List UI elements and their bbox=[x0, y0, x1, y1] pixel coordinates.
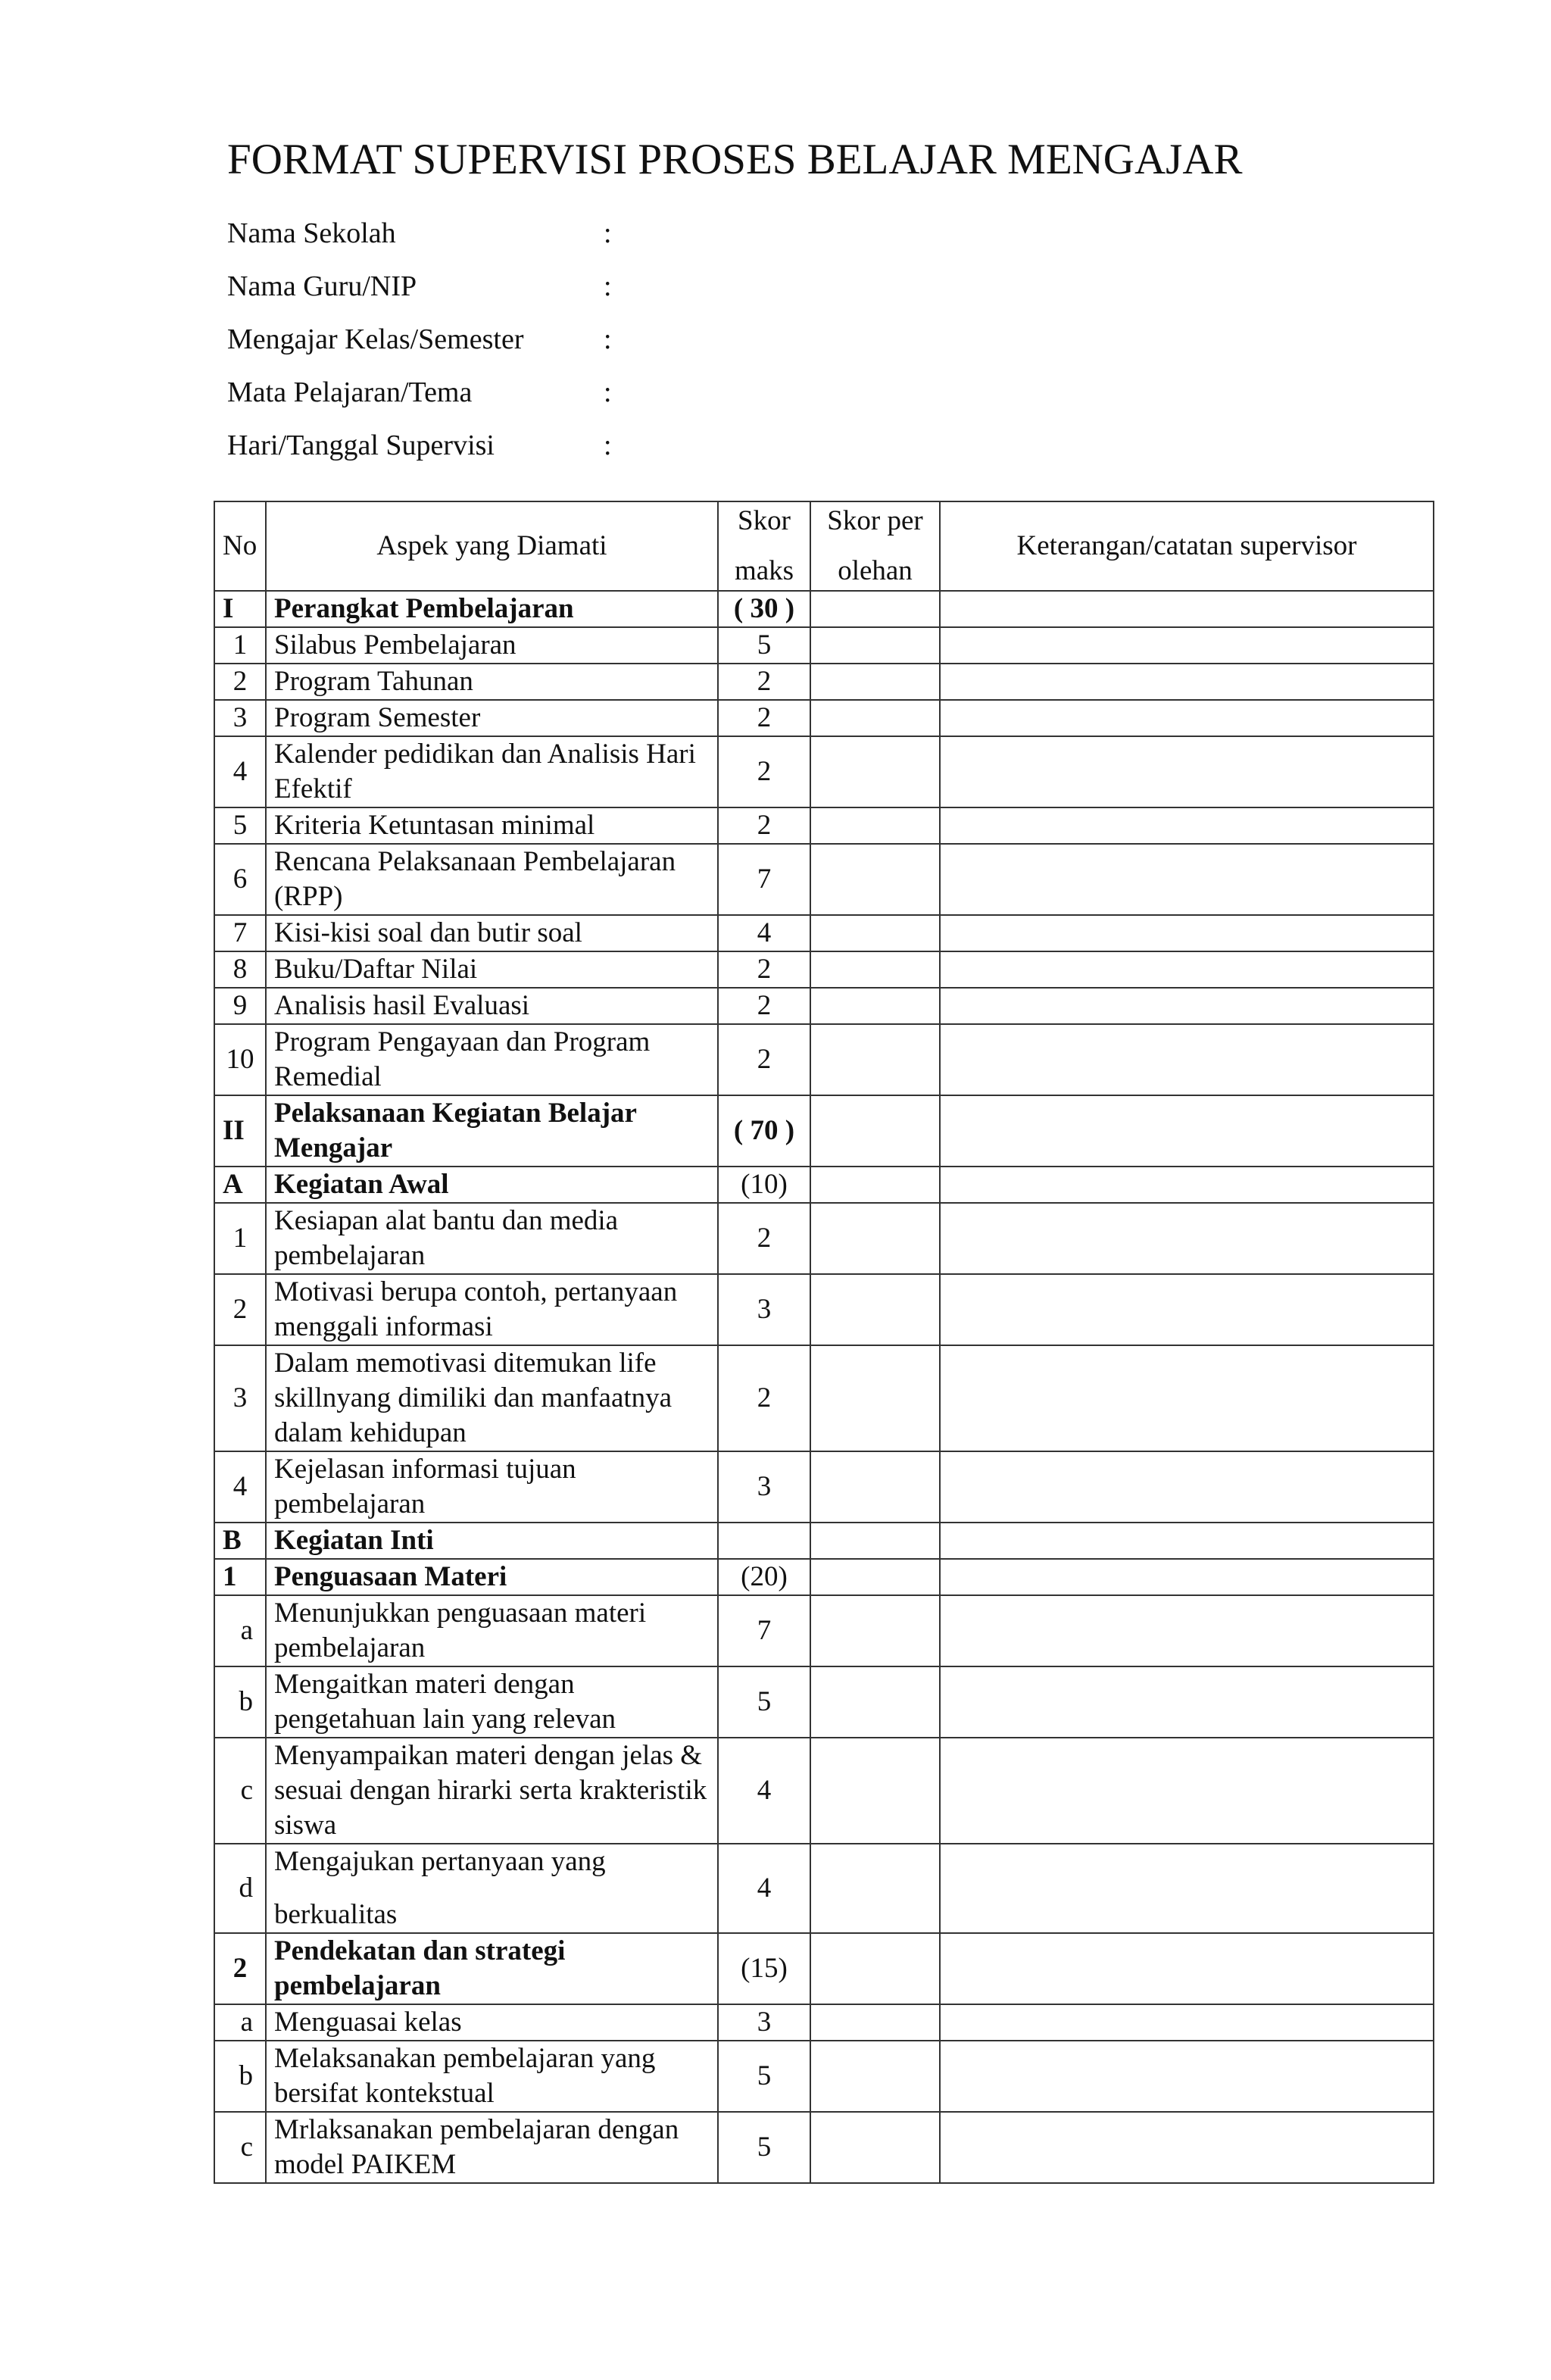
table-row bbox=[214, 1666, 1434, 1738]
cell-skor-maks: 2 bbox=[718, 988, 810, 1024]
cell-keterangan[interactable] bbox=[940, 1274, 1434, 1345]
cell-keterangan[interactable] bbox=[940, 1024, 1434, 1095]
cell-skor-maks: (20) bbox=[718, 1559, 810, 1595]
cell-no: a bbox=[214, 1595, 266, 1666]
cell-no: b bbox=[214, 2041, 266, 2112]
cell-aspek: Kalender pedidikan dan Analisis Hari Efektif bbox=[266, 736, 718, 807]
field-colon: : bbox=[604, 429, 612, 461]
cell-keterangan[interactable] bbox=[940, 1167, 1434, 1203]
cell-skor-maks bbox=[718, 1523, 810, 1559]
cell-no: 1 bbox=[214, 627, 266, 664]
table-row bbox=[214, 1095, 1434, 1167]
cell-no: 3 bbox=[214, 1345, 266, 1451]
cell-aspek: Menyampaikan materi dengan jelas & sesuai dengan hirarki serta krakteristik siswa bbox=[266, 1738, 718, 1844]
cell-skor-perolehan[interactable] bbox=[810, 1451, 940, 1523]
cell-skor-perolehan[interactable] bbox=[810, 1738, 940, 1844]
cell-no: 3 bbox=[214, 700, 266, 736]
cell-skor-perolehan[interactable] bbox=[810, 1933, 940, 2004]
cell-skor-maks: 5 bbox=[718, 627, 810, 664]
cell-aspek bbox=[266, 1844, 718, 1933]
cell-aspek: Motivasi berupa contoh, pertanyaan menggali informasi bbox=[266, 1274, 718, 1345]
field-colon: : bbox=[604, 376, 612, 408]
cell-no: 9 bbox=[214, 988, 266, 1024]
cell-keterangan[interactable] bbox=[940, 1095, 1434, 1167]
table-row bbox=[214, 807, 1434, 844]
cell-keterangan[interactable] bbox=[940, 627, 1434, 664]
cell-keterangan[interactable] bbox=[940, 844, 1434, 915]
cell-skor-perolehan[interactable] bbox=[810, 2041, 940, 2112]
cell-no: II bbox=[214, 1095, 266, 1167]
supervision-table bbox=[214, 501, 1434, 2184]
cell-aspek: Mrlaksanakan pembelajaran dengan model PAIKEM bbox=[266, 2112, 718, 2183]
cell-no: 4 bbox=[214, 736, 266, 807]
cell-no: I bbox=[214, 591, 266, 627]
table-row bbox=[214, 2004, 1434, 2041]
header-skor-per-line1: Skor per bbox=[827, 505, 923, 536]
cell-aspek: Program Pengayaan dan Program Remedial bbox=[266, 1024, 718, 1095]
table-row bbox=[214, 1559, 1434, 1595]
cell-no: d bbox=[214, 1844, 266, 1933]
table-row bbox=[214, 2041, 1434, 2112]
field-label: Nama Sekolah bbox=[227, 217, 396, 249]
cell-aspek: Penguasaan Materi bbox=[266, 1559, 718, 1595]
cell-keterangan[interactable] bbox=[940, 2004, 1434, 2041]
cell-aspek: Perangkat Pembelajaran bbox=[266, 591, 718, 627]
cell-aspek: Silabus Pembelajaran bbox=[266, 627, 718, 664]
cell-keterangan[interactable] bbox=[940, 2041, 1434, 2112]
header-skor-maks bbox=[718, 501, 810, 591]
cell-aspek: Mengaitkan materi dengan pengetahuan lain yang relevan bbox=[266, 1666, 718, 1738]
cell-no: 2 bbox=[214, 1933, 266, 2004]
cell-aspek: Menunjukkan penguasaan materi pembelajaran bbox=[266, 1595, 718, 1666]
cell-keterangan[interactable] bbox=[940, 1595, 1434, 1666]
cell-no: 7 bbox=[214, 915, 266, 951]
cell-skor-maks: 5 bbox=[718, 1666, 810, 1738]
cell-skor-perolehan[interactable] bbox=[810, 736, 940, 807]
cell-keterangan[interactable] bbox=[940, 951, 1434, 988]
cell-no: 4 bbox=[214, 1451, 266, 1523]
cell-skor-maks: (10) bbox=[718, 1167, 810, 1203]
cell-keterangan[interactable] bbox=[940, 1203, 1434, 1274]
header-no: No bbox=[214, 501, 266, 591]
field-colon: : bbox=[604, 217, 612, 249]
cell-aspek-line2: berkualitas bbox=[274, 1899, 398, 1930]
cell-skor-maks: 3 bbox=[718, 1274, 810, 1345]
cell-skor-perolehan[interactable] bbox=[810, 2004, 940, 2041]
cell-aspek-line1: Mengajukan pertanyaan yang bbox=[274, 1846, 606, 1877]
cell-skor-maks: 2 bbox=[718, 1024, 810, 1095]
cell-keterangan[interactable] bbox=[940, 1666, 1434, 1738]
cell-no: B bbox=[214, 1523, 266, 1559]
table-row bbox=[214, 915, 1434, 951]
cell-aspek: Kisi-kisi soal dan butir soal bbox=[266, 915, 718, 951]
table-row bbox=[214, 844, 1434, 915]
cell-keterangan[interactable] bbox=[940, 807, 1434, 844]
cell-skor-perolehan[interactable] bbox=[810, 807, 940, 844]
table-row bbox=[214, 1167, 1434, 1203]
cell-skor-maks: ( 70 ) bbox=[718, 1095, 810, 1167]
cell-no: 1 bbox=[214, 1559, 266, 1595]
cell-keterangan[interactable] bbox=[940, 2112, 1434, 2183]
cell-aspek: Program Semester bbox=[266, 700, 718, 736]
table-row bbox=[214, 951, 1434, 988]
cell-skor-perolehan[interactable] bbox=[810, 664, 940, 700]
table-row bbox=[214, 1595, 1434, 1666]
field-colon: : bbox=[604, 323, 612, 355]
cell-skor-maks: 7 bbox=[718, 1595, 810, 1666]
cell-aspek: Kegiatan Inti bbox=[266, 1523, 718, 1559]
table-header-row bbox=[214, 501, 1434, 591]
cell-skor-perolehan[interactable] bbox=[810, 844, 940, 915]
cell-skor-perolehan[interactable] bbox=[810, 1523, 940, 1559]
cell-skor-perolehan[interactable] bbox=[810, 1274, 940, 1345]
table-row bbox=[214, 700, 1434, 736]
cell-skor-perolehan[interactable] bbox=[810, 591, 940, 627]
cell-skor-perolehan[interactable] bbox=[810, 627, 940, 664]
cell-no: 10 bbox=[214, 1024, 266, 1095]
cell-no: c bbox=[214, 1738, 266, 1844]
cell-aspek: Dalam memotivasi ditemukan life skillnyang dimiliki dan manfaatnya dalam kehidupan bbox=[266, 1345, 718, 1451]
cell-aspek: Analisis hasil Evaluasi bbox=[266, 988, 718, 1024]
header-skor-maks-line2: maks bbox=[734, 555, 794, 586]
cell-aspek: Buku/Daftar Nilai bbox=[266, 951, 718, 988]
cell-keterangan[interactable] bbox=[940, 1345, 1434, 1451]
table-row bbox=[214, 1451, 1434, 1523]
cell-aspek: Kriteria Ketuntasan minimal bbox=[266, 807, 718, 844]
cell-skor-perolehan[interactable] bbox=[810, 1167, 940, 1203]
cell-skor-perolehan[interactable] bbox=[810, 1095, 940, 1167]
table-row bbox=[214, 988, 1434, 1024]
cell-keterangan[interactable] bbox=[940, 1559, 1434, 1595]
cell-skor-maks: 2 bbox=[718, 951, 810, 988]
cell-skor-perolehan[interactable] bbox=[810, 1595, 940, 1666]
cell-skor-maks: 4 bbox=[718, 1844, 810, 1933]
cell-skor-perolehan[interactable] bbox=[810, 1666, 940, 1738]
cell-aspek: Pelaksanaan Kegiatan Belajar Mengajar bbox=[266, 1095, 718, 1167]
cell-keterangan[interactable] bbox=[940, 915, 1434, 951]
cell-skor-perolehan[interactable] bbox=[810, 1203, 940, 1274]
cell-skor-maks: 2 bbox=[718, 700, 810, 736]
document-title: FORMAT SUPERVISI PROSES BELAJAR MENGAJAR bbox=[227, 136, 1243, 183]
header-skor-perolehan bbox=[810, 501, 940, 591]
table-row bbox=[214, 1274, 1434, 1345]
cell-no: 2 bbox=[214, 1274, 266, 1345]
cell-keterangan[interactable] bbox=[940, 988, 1434, 1024]
cell-no: 5 bbox=[214, 807, 266, 844]
field-label: Mengajar Kelas/Semester bbox=[227, 323, 524, 355]
cell-aspek: Melaksanakan pembelajaran yang bersifat kontekstual bbox=[266, 2041, 718, 2112]
field-label: Hari/Tanggal Supervisi bbox=[227, 429, 495, 461]
cell-skor-maks: 2 bbox=[718, 1203, 810, 1274]
table-row bbox=[214, 736, 1434, 807]
cell-keterangan[interactable] bbox=[940, 591, 1434, 627]
cell-no: 6 bbox=[214, 844, 266, 915]
table-row bbox=[214, 664, 1434, 700]
table-row bbox=[214, 1523, 1434, 1559]
cell-aspek: Kejelasan informasi tujuan pembelajaran bbox=[266, 1451, 718, 1523]
cell-skor-perolehan[interactable] bbox=[810, 2112, 940, 2183]
header-skor-maks-line1: Skor bbox=[738, 505, 791, 536]
table-row bbox=[214, 1738, 1434, 1844]
table-row bbox=[214, 1933, 1434, 2004]
cell-no: c bbox=[214, 2112, 266, 2183]
cell-skor-maks: ( 30 ) bbox=[718, 591, 810, 627]
table-row bbox=[214, 1844, 1434, 1933]
cell-no: 2 bbox=[214, 664, 266, 700]
cell-aspek: Program Tahunan bbox=[266, 664, 718, 700]
cell-skor-perolehan[interactable] bbox=[810, 988, 940, 1024]
cell-skor-maks: 2 bbox=[718, 664, 810, 700]
table-row bbox=[214, 591, 1434, 627]
header-skor-per-line2: olehan bbox=[838, 555, 913, 586]
table-row bbox=[214, 1345, 1434, 1451]
cell-skor-maks: 4 bbox=[718, 915, 810, 951]
field-colon: : bbox=[604, 270, 612, 302]
cell-no: a bbox=[214, 2004, 266, 2041]
cell-skor-maks: 5 bbox=[718, 2041, 810, 2112]
cell-keterangan[interactable] bbox=[940, 1933, 1434, 2004]
cell-skor-maks: 2 bbox=[718, 1345, 810, 1451]
cell-skor-perolehan[interactable] bbox=[810, 1024, 940, 1095]
table-row bbox=[214, 1203, 1434, 1274]
cell-no: 8 bbox=[214, 951, 266, 988]
cell-aspek: Menguasai kelas bbox=[266, 2004, 718, 2041]
cell-skor-maks: 3 bbox=[718, 2004, 810, 2041]
cell-aspek: Rencana Pelaksanaan Pembelajaran (RPP) bbox=[266, 844, 718, 915]
cell-skor-perolehan[interactable] bbox=[810, 915, 940, 951]
cell-aspek: Pendekatan dan strategi pembelajaran bbox=[266, 1933, 718, 2004]
cell-no: 1 bbox=[214, 1203, 266, 1274]
cell-keterangan[interactable] bbox=[940, 700, 1434, 736]
cell-skor-perolehan[interactable] bbox=[810, 1345, 940, 1451]
cell-skor-perolehan[interactable] bbox=[810, 1559, 940, 1595]
cell-keterangan[interactable] bbox=[940, 1523, 1434, 1559]
cell-skor-maks: 2 bbox=[718, 807, 810, 844]
field-label: Mata Pelajaran/Tema bbox=[227, 376, 473, 408]
cell-skor-perolehan[interactable] bbox=[810, 700, 940, 736]
line-gap bbox=[274, 1879, 710, 1897]
cell-skor-perolehan[interactable] bbox=[810, 1844, 940, 1933]
cell-keterangan[interactable] bbox=[940, 664, 1434, 700]
cell-no: A bbox=[214, 1167, 266, 1203]
table-body bbox=[214, 591, 1434, 2183]
table-row bbox=[214, 2112, 1434, 2183]
cell-skor-maks: 2 bbox=[718, 736, 810, 807]
cell-skor-maks: 5 bbox=[718, 2112, 810, 2183]
cell-keterangan[interactable] bbox=[940, 1844, 1434, 1933]
cell-keterangan[interactable] bbox=[940, 1738, 1434, 1844]
cell-skor-maks: 4 bbox=[718, 1738, 810, 1844]
header-aspek: Aspek yang Diamati bbox=[266, 501, 718, 591]
cell-aspek: Kesiapan alat bantu dan media pembelajaran bbox=[266, 1203, 718, 1274]
field-label: Nama Guru/NIP bbox=[227, 270, 417, 302]
cell-keterangan[interactable] bbox=[940, 736, 1434, 807]
cell-skor-perolehan[interactable] bbox=[810, 951, 940, 988]
table-row bbox=[214, 627, 1434, 664]
cell-skor-maks: 3 bbox=[718, 1451, 810, 1523]
cell-keterangan[interactable] bbox=[940, 1451, 1434, 1523]
cell-aspek: Kegiatan Awal bbox=[266, 1167, 718, 1203]
table-row bbox=[214, 1024, 1434, 1095]
cell-skor-maks: 7 bbox=[718, 844, 810, 915]
cell-no: b bbox=[214, 1666, 266, 1738]
header-keterangan: Keterangan/catatan supervisor bbox=[940, 501, 1434, 591]
cell-skor-maks: (15) bbox=[718, 1933, 810, 2004]
